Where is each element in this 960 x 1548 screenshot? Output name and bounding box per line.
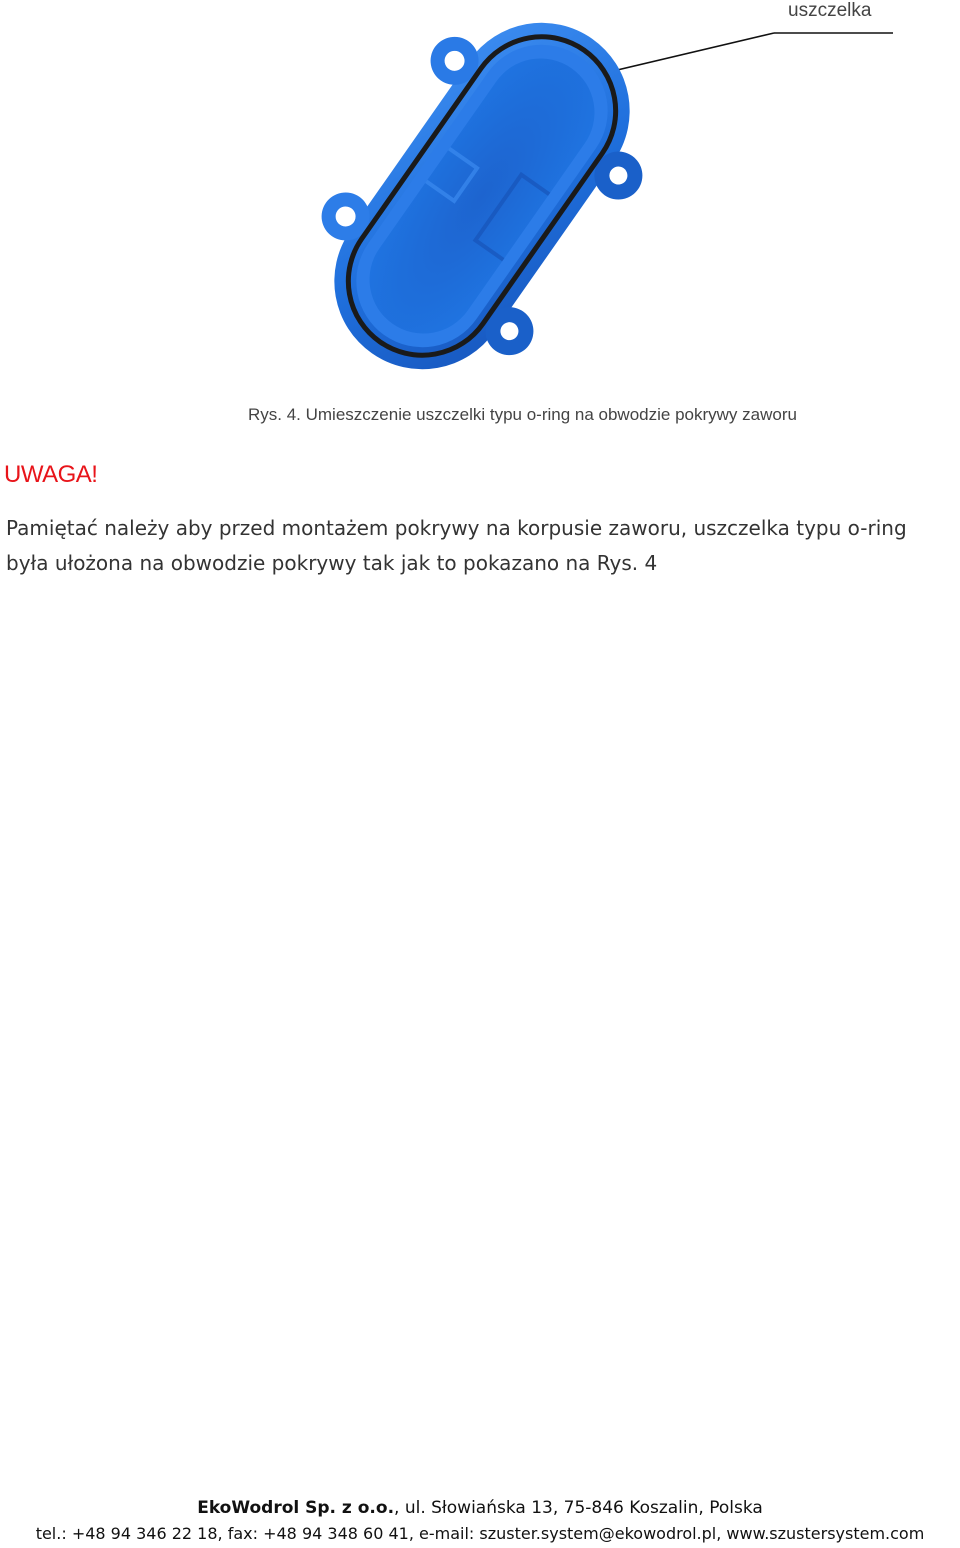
valve-cover	[270, 0, 693, 400]
footer-company-name: EkoWodrol Sp. z o.o.	[197, 1498, 395, 1518]
footer-address-text: , ul. Słowiańska 13, 75-846 Koszalin, Polska	[394, 1498, 763, 1518]
footer-address	[0, 1498, 960, 1518]
warning-text-line-2: była ułożona na obwodzie pokrywy tak jak to pokazano na Rys. 4	[6, 551, 658, 575]
callout-leader-line	[592, 33, 893, 76]
valve-cover-figure	[0, 0, 960, 400]
figure-caption: Rys. 4. Umieszczenie uszczelki typu o-ring na obwodzie pokrywy zaworu	[248, 405, 797, 424]
warning-text-line-1: Pamiętać należy aby przed montażem pokrywy na korpusie zaworu, uszczelka typu o-ring	[6, 516, 907, 540]
callout-label-seal: uszczelka	[788, 0, 872, 21]
warning-heading: UWAGA!	[4, 461, 98, 488]
footer-contact: tel.: +48 94 346 22 18, fax: +48 94 348 60 41, e-mail: szuster.system@ekowodrol.pl, www.szustersystem.com	[35, 1524, 925, 1543]
